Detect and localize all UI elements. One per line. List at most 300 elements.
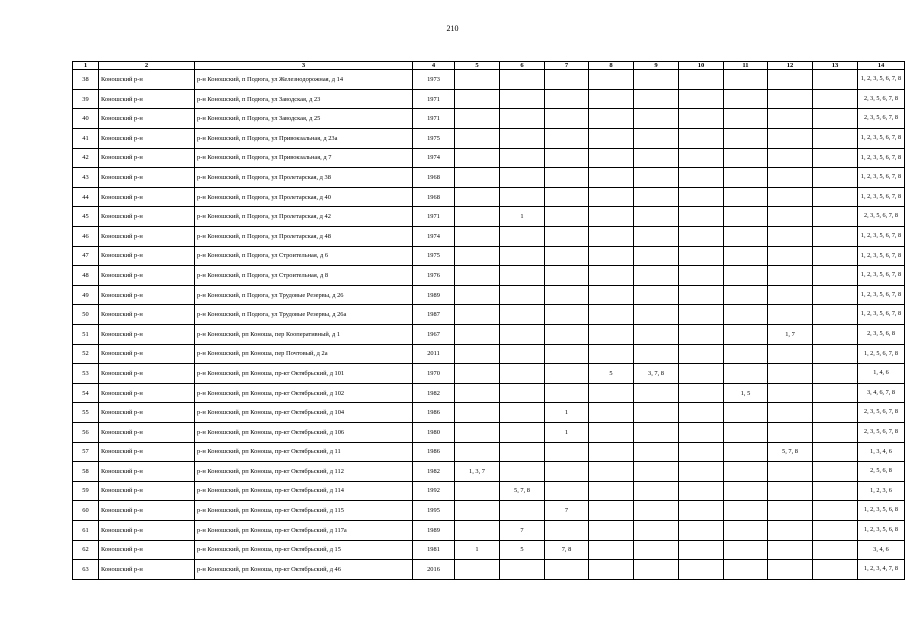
table-cell-col-8	[589, 246, 634, 266]
table-cell-col-4: 1971	[413, 207, 455, 227]
table-cell-col-11	[724, 364, 768, 384]
table-cell-col-10	[679, 187, 724, 207]
table-cell-col-12: 1, 7	[768, 324, 813, 344]
table-cell-col-14: 1, 2, 3, 5, 6, 7, 8	[858, 148, 905, 168]
table-cell-col-3: р-н Коношский, п Подюга, ул Пролетарская, д 38	[195, 168, 413, 188]
table-cell-col-10	[679, 324, 724, 344]
table-cell-col-13	[813, 227, 858, 247]
table-cell-col-7	[545, 89, 589, 109]
table-cell-col-14: 2, 3, 5, 6, 8	[858, 324, 905, 344]
table-cell-col-12	[768, 481, 813, 501]
column-header-10: 10	[679, 62, 724, 70]
table-cell-col-7	[545, 187, 589, 207]
table-row	[73, 305, 905, 325]
table-cell-col-4: 1973	[413, 70, 455, 90]
table-row	[73, 148, 905, 168]
column-header-8: 8	[589, 62, 634, 70]
table-cell-col-9	[634, 207, 679, 227]
table-cell-col-10	[679, 168, 724, 188]
table-cell-col-10	[679, 481, 724, 501]
table-cell-col-4: 1987	[413, 305, 455, 325]
table-cell-col-13	[813, 540, 858, 560]
table-cell-col-6	[500, 89, 545, 109]
table-row	[73, 442, 905, 462]
table-cell-col-11	[724, 462, 768, 482]
table-cell-col-6	[500, 383, 545, 403]
table-cell-col-6	[500, 129, 545, 149]
table-cell-col-8	[589, 344, 634, 364]
table-cell-col-2: Коношский р-н	[99, 89, 195, 109]
table-cell-col-7	[545, 442, 589, 462]
table-cell-col-2: Коношский р-н	[99, 501, 195, 521]
table-cell-col-4: 1975	[413, 129, 455, 149]
table-cell-col-3: р-н Коношский, п Подюга, ул Привокзальная, д 7	[195, 148, 413, 168]
table-cell-col-4: 1980	[413, 422, 455, 442]
table-cell-col-5	[455, 560, 500, 580]
table-cell-col-6	[500, 109, 545, 129]
table-cell-col-5	[455, 207, 500, 227]
table-cell-col-9	[634, 481, 679, 501]
table-cell-col-14: 2, 3, 5, 6, 7, 8	[858, 109, 905, 129]
table-cell-col-13	[813, 481, 858, 501]
table-cell-col-11	[724, 129, 768, 149]
table-row	[73, 422, 905, 442]
table-cell-col-14: 1, 2, 3, 5, 6, 7, 8	[858, 227, 905, 247]
table-row	[73, 246, 905, 266]
table-cell-col-3: р-н Коношский, п Подюга, ул Железнодорожная, д 14	[195, 70, 413, 90]
column-header-9: 9	[634, 62, 679, 70]
table-cell-col-4: 1976	[413, 266, 455, 286]
table-cell-col-5	[455, 442, 500, 462]
table-cell-col-12	[768, 540, 813, 560]
table-cell-col-7	[545, 227, 589, 247]
table-cell-col-8	[589, 422, 634, 442]
table-cell-col-5	[455, 324, 500, 344]
table-cell-col-11	[724, 285, 768, 305]
table-cell-col-1: 59	[73, 481, 99, 501]
column-header-4: 4	[413, 62, 455, 70]
table-cell-col-7: 7	[545, 501, 589, 521]
table-cell-col-10	[679, 285, 724, 305]
table-cell-col-9	[634, 168, 679, 188]
table-cell-col-5	[455, 89, 500, 109]
table-cell-col-5	[455, 109, 500, 129]
table-cell-col-14: 1, 2, 3, 5, 6, 7, 8	[858, 285, 905, 305]
table-cell-col-6	[500, 560, 545, 580]
table-cell-col-2: Коношский р-н	[99, 207, 195, 227]
table-cell-col-10	[679, 520, 724, 540]
table-cell-col-13	[813, 266, 858, 286]
table-cell-col-7	[545, 109, 589, 129]
table-cell-col-10	[679, 403, 724, 423]
table-cell-col-11: 1, 5	[724, 383, 768, 403]
table-cell-col-14: 1, 3, 4, 6	[858, 442, 905, 462]
table-cell-col-4: 1995	[413, 501, 455, 521]
table-cell-col-11	[724, 148, 768, 168]
table-cell-col-5	[455, 481, 500, 501]
table-cell-col-7	[545, 207, 589, 227]
column-header-2: 2	[99, 62, 195, 70]
table-cell-col-14: 1, 2, 5, 6, 7, 8	[858, 344, 905, 364]
table-cell-col-7	[545, 305, 589, 325]
table-cell-col-3: р-н Коношский, рп Коноша, пр-кт Октябрьский, д 114	[195, 481, 413, 501]
table-cell-col-14: 1, 2, 3, 5, 6, 8	[858, 520, 905, 540]
column-header-5: 5	[455, 62, 500, 70]
table-cell-col-13	[813, 305, 858, 325]
table-cell-col-8	[589, 148, 634, 168]
table-cell-col-13	[813, 285, 858, 305]
table-cell-col-6	[500, 462, 545, 482]
table-cell-col-10	[679, 129, 724, 149]
column-header-12: 12	[768, 62, 813, 70]
table-row	[73, 324, 905, 344]
table-cell-col-7	[545, 129, 589, 149]
table-cell-col-7	[545, 285, 589, 305]
table-cell-col-11	[724, 227, 768, 247]
table-cell-col-8	[589, 324, 634, 344]
table-cell-col-4: 1992	[413, 481, 455, 501]
table-cell-col-10	[679, 560, 724, 580]
table-cell-col-1: 46	[73, 227, 99, 247]
table-cell-col-11	[724, 70, 768, 90]
table-cell-col-1: 38	[73, 70, 99, 90]
table-cell-col-13	[813, 560, 858, 580]
table-cell-col-14: 1, 2, 3, 5, 6, 7, 8	[858, 168, 905, 188]
table-cell-col-12	[768, 422, 813, 442]
table-cell-col-12	[768, 89, 813, 109]
table-cell-col-4: 1975	[413, 246, 455, 266]
table-cell-col-14: 2, 3, 5, 6, 7, 8	[858, 89, 905, 109]
table-cell-col-7	[545, 560, 589, 580]
table-cell-col-2: Коношский р-н	[99, 364, 195, 384]
table-cell-col-8	[589, 227, 634, 247]
table-cell-col-13	[813, 246, 858, 266]
table-cell-col-1: 40	[73, 109, 99, 129]
table-cell-col-5	[455, 70, 500, 90]
table-cell-col-5	[455, 129, 500, 149]
table-cell-col-4: 1989	[413, 520, 455, 540]
table-cell-col-5	[455, 344, 500, 364]
table-cell-col-10	[679, 89, 724, 109]
table-row	[73, 520, 905, 540]
table-cell-col-11	[724, 324, 768, 344]
table-cell-col-2: Коношский р-н	[99, 70, 195, 90]
table-cell-col-12	[768, 266, 813, 286]
table-cell-col-4: 1986	[413, 403, 455, 423]
table-cell-col-8	[589, 462, 634, 482]
table-cell-col-9	[634, 227, 679, 247]
table-cell-col-14: 2, 3, 5, 6, 7, 8	[858, 207, 905, 227]
table-cell-col-8: 5	[589, 364, 634, 384]
table-row	[73, 364, 905, 384]
table-cell-col-1: 39	[73, 89, 99, 109]
table-cell-col-12	[768, 285, 813, 305]
table-cell-col-6	[500, 305, 545, 325]
table-cell-col-2: Коношский р-н	[99, 227, 195, 247]
table-cell-col-3: р-н Коношский, п Подюга, ул Заводская, д 23	[195, 89, 413, 109]
table-cell-col-6	[500, 246, 545, 266]
table-cell-col-7	[545, 246, 589, 266]
table-cell-col-1: 62	[73, 540, 99, 560]
table-row	[73, 266, 905, 286]
table-cell-col-7	[545, 70, 589, 90]
table-cell-col-2: Коношский р-н	[99, 109, 195, 129]
table-cell-col-13	[813, 324, 858, 344]
table-cell-col-14: 1, 2, 3, 5, 6, 7, 8	[858, 266, 905, 286]
table-cell-col-1: 53	[73, 364, 99, 384]
table-cell-col-12	[768, 207, 813, 227]
table-cell-col-3: р-н Коношский, рп Коноша, пр-кт Октябрьский, д 11	[195, 442, 413, 462]
table-cell-col-11	[724, 520, 768, 540]
table-cell-col-6	[500, 70, 545, 90]
table-cell-col-9	[634, 501, 679, 521]
table-cell-col-4: 1981	[413, 540, 455, 560]
table-cell-col-7	[545, 148, 589, 168]
table-cell-col-14: 1, 2, 3, 5, 6, 7, 8	[858, 246, 905, 266]
table-cell-col-6	[500, 187, 545, 207]
table-cell-col-1: 54	[73, 383, 99, 403]
table-cell-col-12: 5, 7, 8	[768, 442, 813, 462]
table-cell-col-9	[634, 422, 679, 442]
table-cell-col-5: 1	[455, 540, 500, 560]
table-row	[73, 89, 905, 109]
table-cell-col-5: 1, 3, 7	[455, 462, 500, 482]
table-cell-col-3: р-н Коношский, п Подюга, ул Заводская, д 25	[195, 109, 413, 129]
table-cell-col-2: Коношский р-н	[99, 148, 195, 168]
table-cell-col-3: р-н Коношский, рп Коноша, пр-кт Октябрьский, д 115	[195, 501, 413, 521]
table-row	[73, 70, 905, 90]
table-cell-col-4: 2011	[413, 344, 455, 364]
table-cell-col-13	[813, 187, 858, 207]
table-row	[73, 129, 905, 149]
table-cell-col-7	[545, 168, 589, 188]
table-cell-col-13	[813, 129, 858, 149]
table-cell-col-14: 1, 2, 3, 5, 6, 8	[858, 501, 905, 521]
table-cell-col-7	[545, 324, 589, 344]
table-cell-col-12	[768, 364, 813, 384]
table-cell-col-7	[545, 520, 589, 540]
table-cell-col-11	[724, 501, 768, 521]
table-cell-col-3: р-н Коношский, рп Коноша, пр-кт Октябрьский, д 112	[195, 462, 413, 482]
table-cell-col-9	[634, 520, 679, 540]
table-header-row	[73, 62, 905, 70]
table-cell-col-3: р-н Коношский, п Подюга, ул Пролетарская, д 40	[195, 187, 413, 207]
table-cell-col-11	[724, 305, 768, 325]
table-row	[73, 560, 905, 580]
table-cell-col-3: р-н Коношский, п Подюга, ул Трудовые Резервы, д 26	[195, 285, 413, 305]
column-header-6: 6	[500, 62, 545, 70]
table-cell-col-14: 1, 2, 3, 4, 7, 8	[858, 560, 905, 580]
table-cell-col-4: 1968	[413, 187, 455, 207]
table-cell-col-10	[679, 109, 724, 129]
table-cell-col-6	[500, 227, 545, 247]
table-cell-col-1: 51	[73, 324, 99, 344]
table-cell-col-8	[589, 266, 634, 286]
table-cell-col-2: Коношский р-н	[99, 462, 195, 482]
table-cell-col-1: 42	[73, 148, 99, 168]
table-cell-col-11	[724, 266, 768, 286]
table-cell-col-3: р-н Коношский, рп Коноша, пр-кт Октябрьский, д 102	[195, 383, 413, 403]
table-cell-col-9	[634, 89, 679, 109]
table-cell-col-14: 2, 5, 6, 8	[858, 462, 905, 482]
table-cell-col-5	[455, 520, 500, 540]
table-cell-col-5	[455, 168, 500, 188]
table-cell-col-14: 3, 4, 6, 7, 8	[858, 383, 905, 403]
table-row	[73, 481, 905, 501]
table-cell-col-4: 1970	[413, 364, 455, 384]
table-cell-col-3: р-н Коношский, п Подюга, ул Строительная, д 6	[195, 246, 413, 266]
table-cell-col-8	[589, 187, 634, 207]
table-cell-col-2: Коношский р-н	[99, 481, 195, 501]
table-cell-col-10	[679, 364, 724, 384]
table-cell-col-9	[634, 344, 679, 364]
table-cell-col-1: 63	[73, 560, 99, 580]
table-cell-col-12	[768, 168, 813, 188]
table-cell-col-1: 45	[73, 207, 99, 227]
table-cell-col-9	[634, 70, 679, 90]
table-cell-col-2: Коношский р-н	[99, 560, 195, 580]
table-cell-col-5	[455, 383, 500, 403]
table-cell-col-8	[589, 481, 634, 501]
table-cell-col-9	[634, 403, 679, 423]
table-cell-col-6	[500, 148, 545, 168]
table-cell-col-9	[634, 109, 679, 129]
housing-registry-table	[72, 61, 905, 580]
table-cell-col-6	[500, 324, 545, 344]
table-cell-col-3: р-н Коношский, рп Коноша, пер Кооперативный, д 1	[195, 324, 413, 344]
table-cell-col-2: Коношский р-н	[99, 187, 195, 207]
table-cell-col-1: 60	[73, 501, 99, 521]
table-cell-col-4: 1968	[413, 168, 455, 188]
table-cell-col-14: 1, 2, 3, 5, 6, 7, 8	[858, 129, 905, 149]
table-cell-col-13	[813, 207, 858, 227]
table-cell-col-5	[455, 227, 500, 247]
table-cell-col-5	[455, 403, 500, 423]
table-row	[73, 540, 905, 560]
table-cell-col-13	[813, 70, 858, 90]
table-cell-col-11	[724, 403, 768, 423]
table-cell-col-14: 2, 3, 5, 6, 7, 8	[858, 422, 905, 442]
table-cell-col-8	[589, 109, 634, 129]
table-cell-col-14: 1, 2, 3, 5, 6, 7, 8	[858, 187, 905, 207]
table-cell-col-6	[500, 344, 545, 364]
table-cell-col-7: 1	[545, 422, 589, 442]
table-cell-col-1: 43	[73, 168, 99, 188]
table-cell-col-8	[589, 501, 634, 521]
table-cell-col-3: р-н Коношский, рп Коноша, пр-кт Октябрьский, д 101	[195, 364, 413, 384]
table-cell-col-4: 1974	[413, 227, 455, 247]
table-cell-col-9	[634, 148, 679, 168]
table-row	[73, 227, 905, 247]
table-cell-col-14: 1, 2, 3, 5, 6, 7, 8	[858, 70, 905, 90]
table-cell-col-8	[589, 89, 634, 109]
table-cell-col-5	[455, 246, 500, 266]
column-header-11: 11	[724, 62, 768, 70]
table-cell-col-8	[589, 285, 634, 305]
table-cell-col-2: Коношский р-н	[99, 383, 195, 403]
table-cell-col-6	[500, 422, 545, 442]
table-cell-col-10	[679, 148, 724, 168]
table-cell-col-5	[455, 266, 500, 286]
table-cell-col-2: Коношский р-н	[99, 403, 195, 423]
table-cell-col-10	[679, 207, 724, 227]
table-cell-col-12	[768, 344, 813, 364]
table-cell-col-13	[813, 89, 858, 109]
table-cell-col-1: 44	[73, 187, 99, 207]
table-row	[73, 109, 905, 129]
table-row	[73, 383, 905, 403]
table-cell-col-6: 1	[500, 207, 545, 227]
column-header-13: 13	[813, 62, 858, 70]
table-cell-col-10	[679, 462, 724, 482]
table-cell-col-13	[813, 168, 858, 188]
table-cell-col-13	[813, 403, 858, 423]
table-cell-col-4: 1974	[413, 148, 455, 168]
column-header-14: 14	[858, 62, 905, 70]
table-cell-col-13	[813, 520, 858, 540]
table-cell-col-11	[724, 109, 768, 129]
table-cell-col-9	[634, 383, 679, 403]
table-cell-col-12	[768, 109, 813, 129]
table-cell-col-3: р-н Коношский, рп Коноша, пр-кт Октябрьский, д 104	[195, 403, 413, 423]
table-cell-col-7	[545, 462, 589, 482]
table-cell-col-2: Коношский р-н	[99, 540, 195, 560]
table-cell-col-11	[724, 207, 768, 227]
table-cell-col-5	[455, 422, 500, 442]
table-cell-col-5	[455, 187, 500, 207]
table-cell-col-11	[724, 442, 768, 462]
table-cell-col-4: 1982	[413, 462, 455, 482]
table-cell-col-8	[589, 403, 634, 423]
table-cell-col-4: 1971	[413, 109, 455, 129]
table-cell-col-12	[768, 403, 813, 423]
table-cell-col-7	[545, 266, 589, 286]
table-cell-col-9	[634, 266, 679, 286]
table-cell-col-12	[768, 305, 813, 325]
table-cell-col-10	[679, 266, 724, 286]
table-cell-col-3: р-н Коношский, рп Коноша, пр-кт Октябрьский, д 15	[195, 540, 413, 560]
table-cell-col-11	[724, 246, 768, 266]
table-cell-col-10	[679, 442, 724, 462]
table-cell-col-5	[455, 285, 500, 305]
column-header-3: 3	[195, 62, 413, 70]
table-cell-col-14: 2, 3, 5, 6, 7, 8	[858, 403, 905, 423]
table-cell-col-9	[634, 442, 679, 462]
table-cell-col-7: 7, 8	[545, 540, 589, 560]
table-cell-col-8	[589, 168, 634, 188]
table-cell-col-5	[455, 501, 500, 521]
table-cell-col-2: Коношский р-н	[99, 285, 195, 305]
table-cell-col-11	[724, 422, 768, 442]
table-cell-col-6	[500, 442, 545, 462]
table-row	[73, 168, 905, 188]
table-cell-col-1: 57	[73, 442, 99, 462]
table-cell-col-6: 5	[500, 540, 545, 560]
table-row	[73, 285, 905, 305]
table-cell-col-2: Коношский р-н	[99, 324, 195, 344]
table-cell-col-8	[589, 305, 634, 325]
table-cell-col-14: 1, 2, 3, 6	[858, 481, 905, 501]
table-cell-col-13	[813, 344, 858, 364]
table-cell-col-9	[634, 560, 679, 580]
table-cell-col-12	[768, 520, 813, 540]
table-cell-col-13	[813, 501, 858, 521]
table-cell-col-9	[634, 462, 679, 482]
table-cell-col-10	[679, 383, 724, 403]
table-cell-col-2: Коношский р-н	[99, 442, 195, 462]
table-cell-col-13	[813, 109, 858, 129]
table-cell-col-11	[724, 560, 768, 580]
